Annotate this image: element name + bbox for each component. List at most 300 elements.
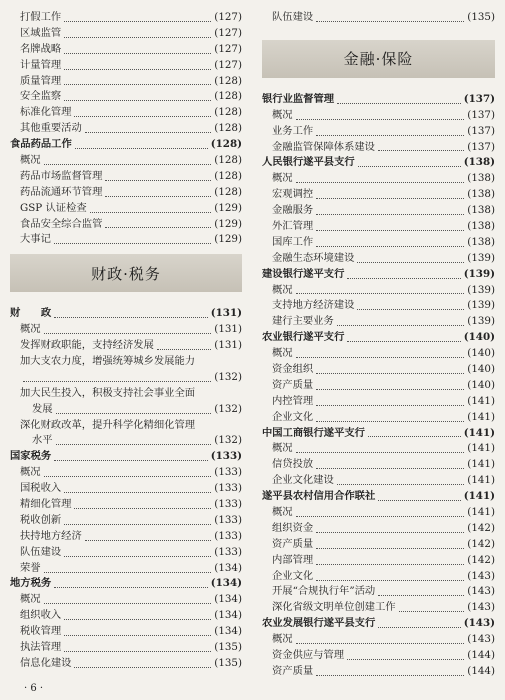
toc-heading[interactable]	[10, 577, 242, 593]
leader-dots	[296, 516, 465, 517]
leader-dots	[316, 230, 464, 231]
toc-entry-title: 药品市场监督管理	[20, 169, 103, 182]
toc-entry[interactable]	[262, 362, 495, 378]
toc-entry[interactable]	[262, 473, 495, 489]
toc-entry-title: 食品药品工作	[10, 138, 72, 151]
leader-dots	[64, 53, 211, 54]
leader-dots	[296, 119, 465, 120]
toc-page-number: (143)	[467, 633, 495, 646]
toc-entry-title: 开展“合规执行年”活动	[272, 585, 376, 598]
toc-entry-title: 遂平县农村信用合作联社	[262, 490, 376, 503]
toc-page-number: (138)	[467, 220, 495, 232]
leader-dots	[64, 619, 211, 620]
leader-dots	[316, 405, 464, 406]
toc-entry[interactable]	[10, 185, 242, 201]
leader-dots	[347, 659, 464, 660]
toc-heading[interactable]	[10, 306, 242, 322]
toc-entry-title: 发展	[32, 402, 53, 415]
toc-entry-title: 大事记	[20, 233, 51, 246]
leader-dots	[44, 572, 212, 573]
leader-dots	[316, 675, 464, 676]
toc-entry-title: 地方税务	[10, 577, 52, 590]
toc-page-number: (127)	[214, 58, 242, 71]
toc-page-number: (139)	[467, 283, 495, 296]
leader-dots	[378, 627, 460, 628]
toc-page-number: (141)	[463, 490, 495, 503]
toc-entry[interactable]	[10, 402, 242, 418]
toc-entry[interactable]	[262, 457, 495, 473]
toc-entry[interactable]	[10, 74, 242, 90]
toc-entry-title: 资金组织	[272, 363, 314, 376]
leader-dots	[337, 103, 461, 104]
toc-heading[interactable]	[262, 330, 495, 346]
toc-page-number: (134)	[210, 577, 242, 590]
toc-page-number: (128)	[214, 154, 242, 166]
toc-page-number: (140)	[467, 378, 495, 391]
toc-entry-title: 税收管理	[20, 625, 62, 638]
toc-page-number: (139)	[463, 267, 495, 280]
toc-page-number: (133)	[214, 545, 242, 558]
leader-dots	[64, 492, 211, 493]
toc-entry[interactable]	[10, 169, 242, 185]
toc-page-number: (127)	[214, 10, 242, 23]
leader-dots	[316, 135, 464, 136]
leader-dots	[296, 452, 465, 453]
leader-dots	[296, 643, 465, 644]
toc-entry-title: 企业文化	[272, 569, 314, 582]
toc-page-number: (141)	[467, 410, 495, 423]
toc-entry-title: 支持地方经济建设	[272, 299, 355, 312]
toc-page-number: (142)	[467, 521, 495, 534]
toc-entry-title: 概况	[272, 633, 293, 646]
toc-entry-title: 食品安全综合监管	[20, 217, 103, 230]
toc-entry[interactable]	[262, 108, 495, 124]
toc-page-number: (143)	[467, 601, 495, 614]
leader-dots	[358, 166, 461, 167]
leader-dots	[399, 611, 465, 612]
left-entries-bottom	[10, 306, 242, 671]
toc-entry[interactable]	[10, 592, 242, 608]
toc-page-number: (135)	[467, 10, 495, 23]
toc-entry-title: 内部管理	[272, 553, 314, 566]
left-entries-top	[10, 10, 242, 248]
toc-entry-title: 财 政	[10, 307, 52, 320]
leader-dots	[85, 132, 212, 133]
toc-page-number: (139)	[467, 251, 495, 264]
toc-entry[interactable]	[10, 201, 242, 217]
leader-dots	[316, 389, 464, 390]
toc-page-number: (132)	[214, 434, 242, 447]
toc-page-number: (133)	[214, 529, 242, 542]
toc-entry-title: 加大民生投入，积极支持社会事业全面	[20, 386, 196, 399]
toc-page-number: (139)	[467, 299, 495, 312]
toc-entry[interactable]	[10, 545, 242, 561]
leader-dots	[357, 309, 464, 310]
toc-entry[interactable]	[262, 585, 495, 601]
toc-entry-title: 组织收入	[20, 609, 62, 622]
toc-entry[interactable]	[262, 441, 495, 457]
page-number: · 6 ·	[24, 683, 44, 694]
toc-entry-title: 资金供应与管理	[272, 649, 345, 662]
toc-entry[interactable]	[262, 140, 495, 156]
toc-entry[interactable]	[10, 121, 242, 137]
leader-dots	[357, 262, 464, 263]
toc-entry[interactable]	[10, 105, 242, 121]
toc-entry[interactable]	[262, 314, 495, 330]
toc-page-number: (133)	[214, 513, 242, 526]
toc-page-number: (127)	[214, 42, 242, 55]
toc-page-number: (141)	[467, 458, 495, 471]
toc-page-number: (128)	[214, 185, 242, 198]
toc-entry-title: 打假工作	[20, 10, 62, 23]
toc-heading[interactable]	[262, 426, 495, 442]
toc-entry[interactable]	[262, 664, 495, 680]
toc-entry-title: 标准化管理	[20, 106, 72, 119]
section-title-finance-tax	[10, 254, 242, 292]
leader-dots	[64, 635, 211, 636]
toc-entry-title: 中国工商银行遂平支行	[262, 426, 365, 439]
leader-dots	[85, 540, 212, 541]
toc-entry[interactable]	[262, 346, 495, 362]
toc-entry[interactable]	[262, 505, 495, 521]
toc-entry-title: 名牌战略	[20, 42, 62, 55]
toc-page-number: (133)	[214, 482, 242, 495]
toc-heading[interactable]	[262, 92, 495, 108]
leader-dots	[44, 476, 212, 477]
toc-entry[interactable]	[10, 465, 242, 481]
toc-page-number: (141)	[467, 474, 495, 487]
toc-entry-title: 农业银行遂平支行	[262, 331, 345, 344]
leader-dots	[347, 341, 460, 342]
toc-entry-title: 荣誉	[20, 561, 41, 574]
toc-page-number: (131)	[214, 323, 242, 336]
toc-heading[interactable]	[262, 489, 495, 505]
toc-entry-title: 企业文化	[272, 410, 314, 423]
toc-page-number: (140)	[463, 331, 495, 344]
toc-entry[interactable]	[10, 418, 242, 434]
toc-entry-title: 宏观调控	[272, 188, 314, 201]
leader-dots	[378, 595, 464, 596]
left-column	[10, 10, 242, 672]
toc-entry[interactable]	[10, 354, 242, 370]
toc-entry-title: 金融监管保障体系建设	[272, 140, 375, 153]
leader-dots	[316, 580, 464, 581]
right-entries-top	[262, 10, 495, 26]
leader-dots	[316, 532, 464, 533]
leader-dots	[54, 587, 208, 588]
toc-page-number: (134)	[214, 609, 242, 622]
toc-entry-title: 税收创新	[20, 513, 62, 526]
toc-heading[interactable]	[10, 449, 242, 465]
toc-page-number: (138)	[467, 204, 495, 217]
toc-page-number: (141)	[467, 394, 495, 407]
toc-entry-title: 概况	[272, 172, 293, 185]
leader-dots	[54, 460, 208, 461]
leader-dots	[316, 564, 464, 565]
toc-entry-title: 内控管理	[272, 394, 314, 407]
leader-dots	[64, 100, 211, 101]
toc-page-number: (128)	[214, 106, 242, 119]
leader-dots	[64, 21, 211, 22]
toc-page-number: (139)	[467, 315, 495, 328]
toc-page-number: (135)	[214, 656, 242, 669]
toc-entry-title: 概况	[272, 506, 293, 519]
toc-entry-title: GSP 认证检查	[20, 201, 87, 214]
toc-entry[interactable]	[262, 537, 495, 553]
leader-dots	[64, 69, 211, 70]
toc-entry-title: 信贷投放	[272, 458, 314, 471]
toc-page-number: (143)	[467, 585, 495, 598]
toc-page-number: (133)	[214, 498, 242, 511]
toc-heading[interactable]	[10, 137, 242, 153]
toc-entry-title: 建设银行遂平支行	[262, 267, 345, 280]
toc-entry[interactable]	[262, 235, 495, 251]
right-entries-bottom	[262, 92, 495, 680]
toc-entry[interactable]	[262, 187, 495, 203]
leader-dots	[105, 227, 211, 228]
toc-entry-title: 发挥财政职能，支持经济发展	[20, 339, 154, 352]
toc-entry[interactable]	[262, 298, 495, 314]
toc-page-number: (129)	[214, 201, 242, 214]
toc-entry-title: 概况	[20, 593, 41, 606]
toc-entry[interactable]	[262, 553, 495, 569]
toc-entry[interactable]	[262, 251, 495, 267]
toc-entry-title: 概况	[272, 283, 293, 296]
right-column	[262, 10, 495, 680]
toc-page-number: (144)	[467, 649, 495, 662]
toc-entry-title: 计量管理	[20, 58, 62, 71]
toc-entry-title: 金融生态环境建设	[272, 251, 355, 264]
toc-page-number: (133)	[210, 450, 242, 463]
leader-dots	[44, 603, 212, 604]
toc-entry[interactable]	[262, 124, 495, 140]
toc-entry-title: 概况	[20, 323, 41, 336]
toc-page-number: (142)	[467, 537, 495, 550]
leader-dots	[316, 21, 464, 22]
toc-entry[interactable]	[262, 569, 495, 585]
toc-entry-title: 资产质量	[272, 378, 314, 391]
leader-dots	[368, 436, 461, 437]
toc-entry[interactable]	[10, 481, 242, 497]
leader-dots	[337, 325, 465, 326]
toc-entry[interactable]	[10, 386, 242, 402]
toc-entry-title: 概况	[20, 466, 41, 479]
toc-entry-title: 药品流通环节管理	[20, 185, 103, 198]
section-title-text: 金融·保险	[343, 50, 414, 69]
toc-entry-title: 概况	[20, 154, 41, 166]
toc-entry-title: 队伍建设	[20, 545, 62, 558]
toc-entry-title: 信息化建设	[20, 656, 72, 669]
toc-page-number: (138)	[467, 188, 495, 201]
toc-heading[interactable]	[262, 267, 495, 283]
toc-entry-title: 水平	[32, 434, 53, 447]
toc-entry-title: 银行业监督管理	[262, 92, 335, 105]
toc-page-number: (128)	[210, 138, 242, 151]
toc-page-number: (128)	[214, 90, 242, 103]
toc-entry[interactable]	[262, 283, 495, 299]
toc-entry[interactable]	[10, 529, 242, 545]
leader-dots	[337, 484, 465, 485]
toc-page-number: (135)	[214, 641, 242, 654]
toc-page-number: (138)	[467, 235, 495, 248]
toc-entry[interactable]	[10, 10, 242, 26]
leader-dots	[316, 198, 464, 199]
leader-dots	[56, 413, 212, 414]
leader-dots	[75, 148, 208, 149]
toc-entry-title: 资产质量	[272, 537, 314, 550]
toc-entry[interactable]	[262, 203, 495, 219]
toc-page-number: (141)	[467, 442, 495, 455]
toc-page-number: (134)	[214, 625, 242, 638]
toc-entry[interactable]	[262, 521, 495, 537]
toc-entry-title: 质量管理	[20, 74, 62, 87]
toc-entry[interactable]	[10, 58, 242, 74]
leader-dots	[44, 164, 212, 165]
leader-dots	[64, 524, 211, 525]
toc-entry[interactable]	[10, 232, 242, 248]
toc-page-number: (131)	[214, 339, 242, 352]
leader-dots	[105, 196, 211, 197]
leader-dots	[316, 246, 464, 247]
toc-entry-title: 安全监察	[20, 90, 62, 103]
toc-entry[interactable]	[262, 10, 495, 26]
toc-entry[interactable]	[10, 338, 242, 354]
leader-dots	[316, 468, 464, 469]
leader-dots	[54, 243, 211, 244]
toc-page-number: (127)	[214, 26, 242, 39]
toc-page-number: (138)	[467, 172, 495, 185]
toc-entry[interactable]	[10, 153, 242, 169]
toc-entry[interactable]	[262, 394, 495, 410]
toc-page-number: (134)	[214, 561, 242, 574]
leader-dots	[74, 667, 211, 668]
toc-heading[interactable]	[262, 616, 495, 632]
leader-dots	[296, 357, 465, 358]
leader-dots	[378, 150, 464, 151]
toc-entry-title: 概况	[272, 347, 293, 360]
toc-entry[interactable]	[10, 624, 242, 640]
leader-dots	[296, 293, 465, 294]
toc-page-number: (143)	[463, 617, 495, 630]
toc-entry-title: 区域监管	[20, 26, 62, 39]
leader-dots	[316, 214, 464, 215]
toc-entry-title: 概况	[272, 442, 293, 455]
leader-dots	[64, 556, 211, 557]
toc-page-number: (138)	[463, 156, 495, 169]
toc-entry[interactable]	[262, 171, 495, 187]
toc-page-number: (141)	[463, 426, 495, 439]
toc-page-number: (132)	[214, 402, 242, 415]
toc-entry[interactable]	[10, 608, 242, 624]
toc-entry-title: 企业文化建设	[272, 474, 334, 487]
leader-dots	[64, 84, 211, 85]
toc-page-number: (134)	[214, 593, 242, 606]
toc-entry-title: 国库工作	[272, 235, 314, 248]
leader-dots	[316, 548, 464, 549]
toc-entry-title: 金融服务	[272, 204, 314, 217]
toc-page-number: (137)	[463, 92, 495, 105]
toc-page-number: (129)	[214, 233, 242, 246]
leader-dots	[157, 349, 211, 350]
toc-page-number: (131)	[210, 307, 242, 320]
toc-page-number: (137)	[467, 108, 495, 121]
toc-entry[interactable]	[262, 648, 495, 664]
toc-page-number: (128)	[214, 122, 242, 135]
toc-entry-title: 扶持地方经济	[20, 529, 82, 542]
toc-heading[interactable]	[262, 155, 495, 171]
toc-page-number: (133)	[214, 466, 242, 479]
toc-page-number: (137)	[467, 140, 495, 153]
leader-dots	[54, 317, 208, 318]
toc-page-number: (140)	[467, 347, 495, 360]
toc-entry[interactable]	[10, 26, 242, 42]
toc-entry[interactable]	[262, 410, 495, 426]
toc-entry-title: 国税收入	[20, 482, 62, 495]
toc-page-number: (140)	[467, 363, 495, 376]
toc-entry[interactable]	[10, 89, 242, 105]
leader-dots	[296, 182, 465, 183]
section-title-banking-insurance	[262, 40, 495, 78]
toc-entry[interactable]	[10, 497, 242, 513]
toc-entry-title: 组织资金	[272, 521, 314, 534]
toc-entry[interactable]	[10, 370, 242, 386]
toc-entry-title: 深化财政改革，提升科学化精细化管理	[20, 418, 196, 431]
toc-entry[interactable]	[10, 217, 242, 233]
toc-entry[interactable]	[10, 433, 242, 449]
toc-entry[interactable]	[10, 42, 242, 58]
toc-entry-title: 外汇管理	[272, 220, 314, 232]
toc-entry-title: 概况	[272, 108, 293, 121]
toc-entry-title: 队伍建设	[272, 10, 314, 23]
toc-entry[interactable]	[10, 561, 242, 577]
leader-dots	[64, 37, 211, 38]
toc-entry-title: 农业发展银行遂平县支行	[262, 617, 376, 630]
toc-entry[interactable]	[10, 656, 242, 672]
toc-page-number: (129)	[214, 217, 242, 230]
toc-page-number: (142)	[467, 553, 495, 566]
toc-page-number: (128)	[214, 74, 242, 87]
leader-dots	[105, 180, 211, 181]
toc-page-number: (137)	[467, 124, 495, 137]
leader-dots	[44, 333, 212, 334]
toc-entry-title: 加大支农力度，增强统筹城乡发展能力	[20, 355, 196, 368]
toc-entry-title: 深化省级文明单位创建工作	[272, 601, 396, 614]
toc-page-number: (128)	[214, 169, 242, 182]
toc-entry[interactable]	[262, 219, 495, 235]
toc-entry-title: 资产质量	[272, 664, 314, 677]
section-title-text: 财政·税务	[91, 264, 161, 283]
leader-dots	[90, 212, 212, 213]
toc-page-number: (143)	[467, 569, 495, 582]
leader-dots	[316, 421, 464, 422]
toc-entry-title: 建行主要业务	[272, 315, 334, 328]
toc-entry[interactable]	[10, 640, 242, 656]
toc-entry-title: 人民银行遂平县支行	[262, 156, 355, 169]
toc-entry[interactable]	[10, 513, 242, 529]
toc-entry-title: 执法管理	[20, 641, 62, 654]
toc-entry-title: 业务工作	[272, 124, 314, 137]
toc-entry-title: 国家税务	[10, 450, 52, 463]
toc-entry[interactable]	[262, 632, 495, 648]
toc-entry[interactable]	[262, 600, 495, 616]
leader-dots	[316, 373, 464, 374]
leader-dots	[74, 508, 211, 509]
leader-dots	[347, 278, 460, 279]
toc-entry[interactable]	[10, 322, 242, 338]
toc-entry[interactable]	[262, 378, 495, 394]
toc-page-number: (144)	[467, 664, 495, 677]
toc-page-number: (132)	[214, 370, 242, 383]
